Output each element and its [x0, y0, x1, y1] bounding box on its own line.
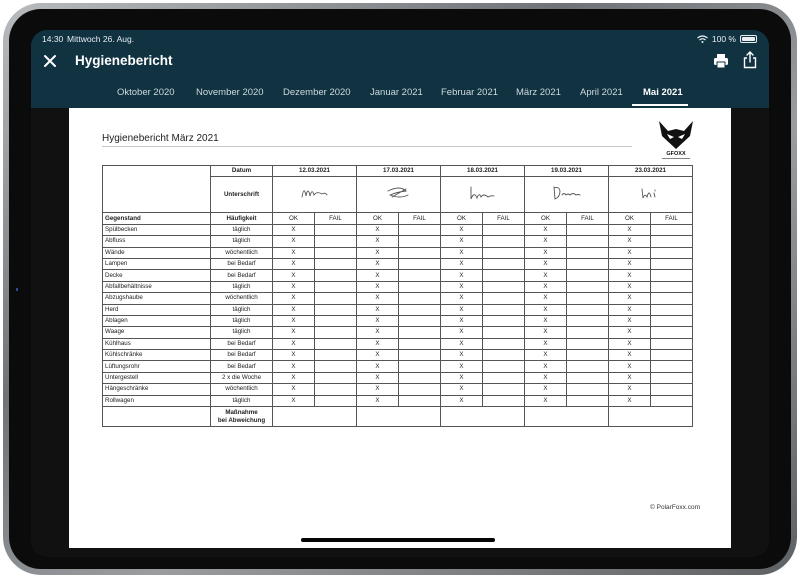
- fail-cell: [567, 304, 609, 315]
- fail-cell: [651, 293, 693, 304]
- home-indicator: [301, 538, 495, 542]
- ok-check-cell: X: [441, 224, 483, 235]
- column-header-row: [103, 213, 693, 224]
- datum-label: Datum: [211, 166, 273, 177]
- fail-cell: [567, 338, 609, 349]
- tab-november-2020[interactable]: November 2020: [196, 87, 264, 98]
- ok-check-cell: X: [357, 327, 399, 338]
- ok-check-cell: X: [441, 236, 483, 247]
- item-frequency: täglich: [211, 315, 273, 326]
- item-name: Wände: [103, 247, 211, 258]
- fail-cell: [315, 224, 357, 235]
- item-name: Rollwagen: [103, 395, 211, 406]
- fail-cell: [651, 327, 693, 338]
- handwritten-signature: [547, 183, 587, 203]
- empty-corner-cell: [103, 166, 211, 213]
- fail-cell: [567, 315, 609, 326]
- item-name: Abfluss: [103, 236, 211, 247]
- fail-cell: [651, 372, 693, 383]
- table-row: [103, 384, 693, 395]
- fail-cell: [483, 293, 525, 304]
- fail-cell: [315, 384, 357, 395]
- fail-header: FAIL: [651, 213, 693, 224]
- table-row: [103, 304, 693, 315]
- fail-cell: [567, 247, 609, 258]
- table-row: [103, 281, 693, 292]
- table-row: [103, 338, 693, 349]
- tab-mai-2021[interactable]: Mai 2021: [643, 87, 683, 98]
- ok-check-cell: X: [273, 372, 315, 383]
- fail-cell: [399, 361, 441, 372]
- ok-check-cell: X: [609, 293, 651, 304]
- ok-check-cell: X: [273, 384, 315, 395]
- massnahme-line1: Maßnahme: [225, 409, 258, 417]
- item-name: Abfallbehältnisse: [103, 281, 211, 292]
- item-frequency: 2 x die Woche: [211, 372, 273, 383]
- fail-cell: [315, 338, 357, 349]
- ok-check-cell: X: [525, 384, 567, 395]
- fail-cell: [315, 361, 357, 372]
- fail-cell: [651, 338, 693, 349]
- fail-cell: [483, 395, 525, 406]
- ok-header: OK: [357, 213, 399, 224]
- fail-cell: [399, 338, 441, 349]
- fail-cell: [399, 395, 441, 406]
- fail-cell: [315, 395, 357, 406]
- fail-cell: [651, 384, 693, 395]
- fail-cell: [399, 372, 441, 383]
- ok-header: OK: [441, 213, 483, 224]
- ok-check-cell: X: [273, 338, 315, 349]
- fail-cell: [483, 338, 525, 349]
- fail-cell: [315, 258, 357, 269]
- ok-check-cell: X: [609, 361, 651, 372]
- ok-check-cell: X: [609, 247, 651, 258]
- gfoxx-logo: [655, 119, 697, 161]
- fail-cell: [483, 236, 525, 247]
- ok-check-cell: X: [441, 247, 483, 258]
- fail-cell: [651, 361, 693, 372]
- fail-cell: [651, 350, 693, 361]
- ok-header: OK: [273, 213, 315, 224]
- ok-check-cell: X: [357, 315, 399, 326]
- item-name: Spülbecken: [103, 224, 211, 235]
- item-name: Untergestell: [103, 372, 211, 383]
- ok-check-cell: X: [609, 372, 651, 383]
- item-frequency: wöchentlich: [211, 293, 273, 304]
- signature-cell: [357, 177, 441, 213]
- item-frequency: wöchentlich: [211, 247, 273, 258]
- fail-cell: [567, 258, 609, 269]
- fail-cell: [399, 327, 441, 338]
- fail-cell: [651, 395, 693, 406]
- ok-check-cell: X: [525, 338, 567, 349]
- ok-check-cell: X: [441, 304, 483, 315]
- fail-cell: [483, 281, 525, 292]
- fail-cell: [567, 327, 609, 338]
- date-cell: 19.03.2021: [525, 166, 609, 177]
- share-icon[interactable]: [742, 51, 758, 69]
- tab-januar-2021[interactable]: Januar 2021: [370, 87, 423, 98]
- fail-cell: [399, 293, 441, 304]
- ok-check-cell: X: [609, 270, 651, 281]
- ok-check-cell: X: [525, 236, 567, 247]
- fail-cell: [651, 224, 693, 235]
- item-name: Ablagen: [103, 315, 211, 326]
- measures-row: [103, 407, 693, 427]
- fail-cell: [315, 315, 357, 326]
- item-frequency: täglich: [211, 395, 273, 406]
- item-name: Lüftungsrohr: [103, 361, 211, 372]
- table-row: [103, 315, 693, 326]
- fail-cell: [315, 372, 357, 383]
- item-frequency: bei Bedarf: [211, 350, 273, 361]
- fail-cell: [567, 270, 609, 281]
- ok-check-cell: X: [525, 327, 567, 338]
- massnahme-line2: bei Abweichung: [217, 416, 266, 424]
- fail-header: FAIL: [315, 213, 357, 224]
- fail-cell: [483, 258, 525, 269]
- fail-cell: [483, 315, 525, 326]
- table-row: [103, 327, 693, 338]
- unterschrift-label: Unterschrift: [211, 177, 273, 213]
- ok-check-cell: X: [525, 281, 567, 292]
- ok-check-cell: X: [357, 361, 399, 372]
- table-row: [103, 361, 693, 372]
- ok-check-cell: X: [357, 270, 399, 281]
- fail-cell: [483, 350, 525, 361]
- app-header: [31, 30, 769, 108]
- handwritten-signature: [463, 183, 503, 203]
- ok-check-cell: X: [441, 270, 483, 281]
- fail-cell: [483, 372, 525, 383]
- signature-cell: [441, 177, 525, 213]
- ok-check-cell: X: [525, 361, 567, 372]
- title-divider: [102, 146, 632, 147]
- ok-check-cell: X: [357, 338, 399, 349]
- measures-empty-cell: [103, 407, 211, 427]
- signature-cell: [525, 177, 609, 213]
- date-cell: 23.03.2021: [609, 166, 693, 177]
- ok-check-cell: X: [273, 315, 315, 326]
- fail-cell: [651, 304, 693, 315]
- date-row: [103, 166, 693, 177]
- print-icon[interactable]: [713, 53, 729, 69]
- camera-dot: [16, 288, 18, 291]
- tab-april-2021[interactable]: April 2021: [580, 87, 623, 98]
- measure-cell: [609, 407, 693, 427]
- close-icon[interactable]: [40, 51, 60, 71]
- ok-check-cell: X: [273, 361, 315, 372]
- ok-check-cell: X: [273, 350, 315, 361]
- ok-check-cell: X: [273, 270, 315, 281]
- ok-check-cell: X: [357, 350, 399, 361]
- item-name: Hängeschränke: [103, 384, 211, 395]
- fail-cell: [567, 224, 609, 235]
- ok-check-cell: X: [441, 372, 483, 383]
- ok-check-cell: X: [273, 258, 315, 269]
- signature-cell: [609, 177, 693, 213]
- ok-check-cell: X: [525, 293, 567, 304]
- ok-check-cell: X: [525, 395, 567, 406]
- fail-cell: [399, 350, 441, 361]
- ok-check-cell: X: [357, 281, 399, 292]
- table-row: [103, 372, 693, 383]
- fail-cell: [483, 304, 525, 315]
- fail-cell: [315, 270, 357, 281]
- ok-check-cell: X: [273, 327, 315, 338]
- gegenstand-header: Gegenstand: [103, 213, 211, 224]
- haeufigkeit-header: Häufigkeit: [211, 213, 273, 224]
- date-cell: 12.03.2021: [273, 166, 357, 177]
- tab-maerz-2021[interactable]: März 2021: [516, 87, 561, 98]
- fail-header: FAIL: [567, 213, 609, 224]
- measure-cell: [357, 407, 441, 427]
- signature-cell: [273, 177, 357, 213]
- status-bar: [31, 30, 769, 47]
- fail-cell: [567, 236, 609, 247]
- ok-check-cell: X: [357, 372, 399, 383]
- tab-februar-2021[interactable]: Februar 2021: [441, 87, 499, 98]
- item-frequency: wöchentlich: [211, 384, 273, 395]
- item-frequency: täglich: [211, 224, 273, 235]
- ok-check-cell: X: [357, 247, 399, 258]
- fail-cell: [399, 247, 441, 258]
- fail-cell: [399, 384, 441, 395]
- ok-check-cell: X: [441, 327, 483, 338]
- ok-check-cell: X: [357, 304, 399, 315]
- fail-cell: [483, 327, 525, 338]
- fail-cell: [567, 293, 609, 304]
- ok-check-cell: X: [525, 258, 567, 269]
- item-frequency: täglich: [211, 327, 273, 338]
- ok-check-cell: X: [609, 236, 651, 247]
- page-title: Hygienebericht: [75, 53, 173, 68]
- battery-percent: 100 %: [711, 34, 736, 44]
- table-row: [103, 247, 693, 258]
- item-frequency: täglich: [211, 304, 273, 315]
- wifi-icon: [697, 35, 708, 43]
- fail-cell: [399, 281, 441, 292]
- item-frequency: bei Bedarf: [211, 258, 273, 269]
- ok-check-cell: X: [609, 315, 651, 326]
- item-name: Abzugshaube: [103, 293, 211, 304]
- hygiene-table: [102, 165, 693, 427]
- ok-check-cell: X: [441, 281, 483, 292]
- fail-cell: [315, 247, 357, 258]
- fail-cell: [651, 281, 693, 292]
- ok-check-cell: X: [273, 247, 315, 258]
- fail-cell: [651, 270, 693, 281]
- fail-cell: [399, 258, 441, 269]
- ok-check-cell: X: [441, 293, 483, 304]
- fail-cell: [315, 304, 357, 315]
- fail-cell: [399, 304, 441, 315]
- fail-cell: [483, 384, 525, 395]
- fail-cell: [399, 315, 441, 326]
- handwritten-signature: [631, 183, 671, 203]
- item-name: Kühlschränke: [103, 350, 211, 361]
- table-row: [103, 236, 693, 247]
- copyright-footer: © PolarFoxx.com: [650, 504, 700, 511]
- tab-dezember-2020[interactable]: Dezember 2020: [283, 87, 351, 98]
- ok-check-cell: X: [441, 315, 483, 326]
- item-frequency: bei Bedarf: [211, 361, 273, 372]
- item-name: Lampen: [103, 258, 211, 269]
- ok-check-cell: X: [273, 236, 315, 247]
- fail-cell: [567, 281, 609, 292]
- ok-check-cell: X: [609, 224, 651, 235]
- ok-check-cell: X: [357, 236, 399, 247]
- fail-cell: [651, 315, 693, 326]
- handwritten-signature: [379, 183, 419, 203]
- fail-header: FAIL: [399, 213, 441, 224]
- status-time: 14:30: [42, 34, 64, 44]
- table-row: [103, 270, 693, 281]
- measure-cell: [441, 407, 525, 427]
- ok-check-cell: X: [609, 258, 651, 269]
- ok-check-cell: X: [441, 350, 483, 361]
- ok-check-cell: X: [441, 395, 483, 406]
- item-frequency: bei Bedarf: [211, 270, 273, 281]
- ok-check-cell: X: [525, 350, 567, 361]
- ok-check-cell: X: [273, 293, 315, 304]
- fail-cell: [483, 361, 525, 372]
- ok-check-cell: X: [441, 338, 483, 349]
- table-row: [103, 293, 693, 304]
- ok-check-cell: X: [609, 304, 651, 315]
- ok-check-cell: X: [441, 361, 483, 372]
- table-row: [103, 395, 693, 406]
- fail-cell: [315, 327, 357, 338]
- ok-check-cell: X: [609, 338, 651, 349]
- item-name: Herd: [103, 304, 211, 315]
- date-cell: 17.03.2021: [357, 166, 441, 177]
- ok-check-cell: X: [273, 281, 315, 292]
- fail-cell: [399, 236, 441, 247]
- item-name: Decke: [103, 270, 211, 281]
- logo-wordmark: GFOXX: [666, 151, 686, 157]
- tab-oktober-2020[interactable]: Oktober 2020: [117, 87, 175, 98]
- ok-header: OK: [525, 213, 567, 224]
- ok-check-cell: X: [357, 258, 399, 269]
- ok-check-cell: X: [609, 327, 651, 338]
- ok-check-cell: X: [357, 384, 399, 395]
- fail-cell: [483, 270, 525, 281]
- fail-cell: [483, 224, 525, 235]
- ok-check-cell: X: [525, 270, 567, 281]
- ok-check-cell: X: [357, 395, 399, 406]
- month-tabs: [31, 80, 769, 106]
- ok-check-cell: X: [441, 384, 483, 395]
- document-title: Hygienebericht März 2021: [102, 133, 219, 144]
- fail-cell: [651, 236, 693, 247]
- fail-cell: [483, 247, 525, 258]
- fail-cell: [567, 350, 609, 361]
- ok-check-cell: X: [357, 293, 399, 304]
- ok-check-cell: X: [525, 304, 567, 315]
- fail-cell: [315, 281, 357, 292]
- ok-check-cell: X: [357, 224, 399, 235]
- ok-check-cell: X: [525, 247, 567, 258]
- fail-cell: [567, 384, 609, 395]
- ok-check-cell: X: [441, 258, 483, 269]
- title-row: [31, 50, 769, 74]
- item-frequency: täglich: [211, 236, 273, 247]
- ok-check-cell: X: [525, 224, 567, 235]
- ok-check-cell: X: [609, 395, 651, 406]
- pdf-page: [69, 108, 731, 548]
- item-name: Kühlhaus: [103, 338, 211, 349]
- item-frequency: bei Bedarf: [211, 338, 273, 349]
- fail-cell: [567, 372, 609, 383]
- ok-check-cell: X: [273, 304, 315, 315]
- measure-cell: [273, 407, 357, 427]
- battery-icon: [740, 35, 757, 43]
- document-viewer[interactable]: [31, 108, 769, 557]
- screen: [31, 30, 769, 557]
- massnahme-label: [211, 407, 273, 427]
- ok-check-cell: X: [525, 372, 567, 383]
- active-tab-indicator: [632, 104, 688, 106]
- fail-cell: [399, 270, 441, 281]
- ok-check-cell: X: [273, 224, 315, 235]
- fail-cell: [567, 395, 609, 406]
- fail-cell: [315, 350, 357, 361]
- item-frequency: täglich: [211, 281, 273, 292]
- fail-cell: [651, 247, 693, 258]
- fail-header: FAIL: [483, 213, 525, 224]
- ok-header: OK: [609, 213, 651, 224]
- ok-check-cell: X: [525, 315, 567, 326]
- measure-cell: [525, 407, 609, 427]
- ok-check-cell: X: [609, 350, 651, 361]
- fail-cell: [315, 236, 357, 247]
- table-row: [103, 258, 693, 269]
- table-row: [103, 350, 693, 361]
- date-cell: 18.03.2021: [441, 166, 525, 177]
- fail-cell: [399, 224, 441, 235]
- ok-check-cell: X: [273, 395, 315, 406]
- ok-check-cell: X: [609, 384, 651, 395]
- fail-cell: [315, 293, 357, 304]
- fail-cell: [567, 361, 609, 372]
- fail-cell: [651, 258, 693, 269]
- item-name: Waage: [103, 327, 211, 338]
- status-date: Mittwoch 26. Aug.: [67, 34, 135, 44]
- table-row: [103, 224, 693, 235]
- handwritten-signature: [295, 183, 335, 203]
- ok-check-cell: X: [609, 281, 651, 292]
